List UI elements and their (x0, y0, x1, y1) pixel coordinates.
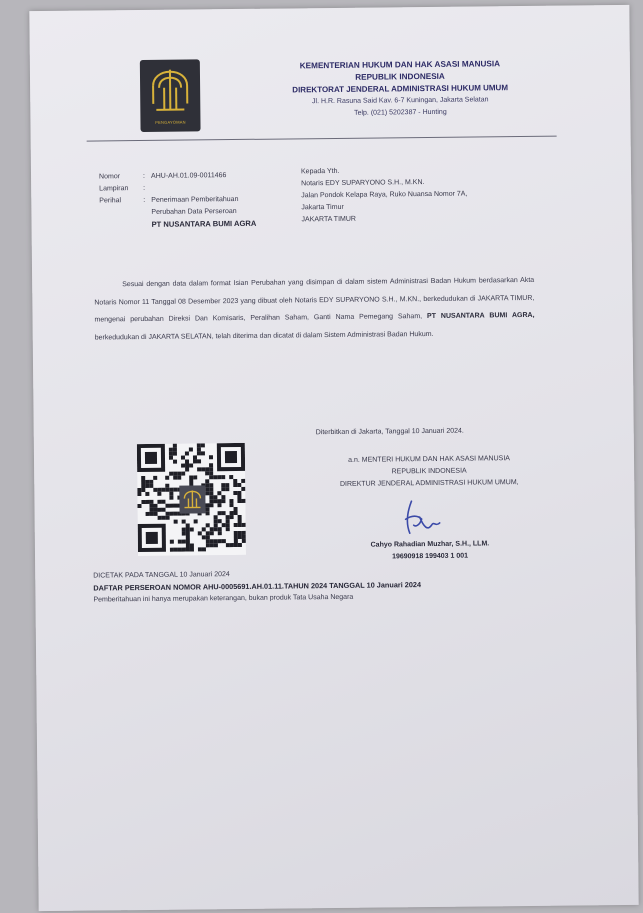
letter-meta: Nomor : AHU-AH.01.09-0011466 Lampiran : Perihal : Penerimaan Pemberitahuan Perubahan Data Perseroan PT NUSANTARA BUMI AGRA (99, 169, 302, 231)
republic-name: REPUBLIK INDONESIA (355, 71, 445, 82)
perihal-label: Perihal (99, 197, 122, 205)
perihal-line2: Perubahan Data Perseroan (151, 208, 237, 216)
directorate-name: DIREKTORAT JENDERAL ADMINISTRASI HUKUM UMUM (292, 83, 509, 95)
letter-body (94, 272, 535, 347)
recipient-city: Jakarta Timur (301, 203, 344, 212)
perihal-line1: Penerimaan Pemberitahuan (151, 195, 239, 204)
handwritten-signature (397, 497, 441, 539)
issued-line: Diterbitkan di Jakarta, Tanggal 10 Januari 2024. (315, 427, 464, 437)
recipient-region: JAKARTA TIMUR (301, 215, 357, 224)
footer (93, 567, 421, 606)
document-page (29, 5, 638, 911)
office-address: Jl. H.R. Rasuna Said Kav. 6-7 Kuningan, Jakarta Selatan (311, 96, 489, 106)
body-part2: berkedudukan di JAKARTA SELATAN, telah diterima dan dicatat di dalam Sistem Administrasi Badan Hukum. (94, 330, 434, 342)
official-nip: 19690918 199403 1 001 (392, 552, 469, 561)
on-behalf-line3: DIREKTUR JENDERAL ADMINISTRASI HUKUM UMUM, (339, 479, 519, 488)
printed-date: DICETAK PADA TANGGAL 10 Januari 2024 (93, 571, 230, 580)
ministry-name: KEMENTERIAN HUKUM DAN HAK ASASI MANUSIA (299, 59, 501, 71)
nomor-label: Nomor (99, 173, 121, 181)
lampiran-label: Lampiran (99, 185, 129, 193)
header-divider (87, 136, 557, 142)
recipient-greeting: Kepada Yth. (300, 167, 340, 176)
body-company: PT NUSANTARA BUMI AGRA, (426, 312, 535, 321)
perihal-company: PT NUSANTARA BUMI AGRA (151, 218, 257, 229)
register-number: DAFTAR PERSEROAN NOMOR AHU-0005691.AH.01.11.TAHUN 2024 TANGGAL 10 Januari 2024 (93, 580, 422, 593)
on-behalf-line2: REPUBLIK INDONESIA (391, 467, 467, 476)
office-phone: Telp. (021) 5202387 - Hunting (354, 108, 447, 117)
qr-code (137, 443, 246, 556)
recipient-block (301, 164, 552, 227)
banyan-tree-icon (140, 59, 201, 120)
signer-title (304, 453, 554, 492)
recipient-street: Jalan Pondok Kelapa Raya, Ruko Nuansa Nomor 7A, (301, 190, 468, 200)
on-behalf-line1: a.n. MENTERI HUKUM DAN HAK ASASI MANUSIA (348, 455, 510, 464)
recipient-name: Notaris EDY SUPARYONO S.H., M.KN. (301, 179, 425, 188)
nomor-value: AHU-AH.01.09-0011466 (151, 172, 227, 180)
letterhead (255, 58, 546, 121)
logo-caption: PENGAYOMAN (155, 119, 186, 125)
disclaimer-note: Pemberitahuan ini hanya merupakan keterangan, bukan produk Tata Usaha Negara (93, 593, 354, 604)
official-name: Cahyo Rahadian Muzhar, S.H., LLM. (370, 540, 490, 549)
body-part1: Sesuai dengan data dalam format Isian Perubahan yang disimpan di dalam sistem Administrasi Badan Hukum berdasarkan Akta Notaris Nomor 11 Tanggal 08 Desember 2023 yang dibuat oleh Notaris EDY SUPARYONO S.H., M.KN., berkedudukan di JAKARTA TIMUR, mengenai perubahan Direksi Dan Komisaris, Peralihan Saham, Ganti Nama Pemegang Saham, (94, 276, 535, 324)
official-block (305, 538, 555, 565)
ministry-logo (140, 59, 201, 132)
